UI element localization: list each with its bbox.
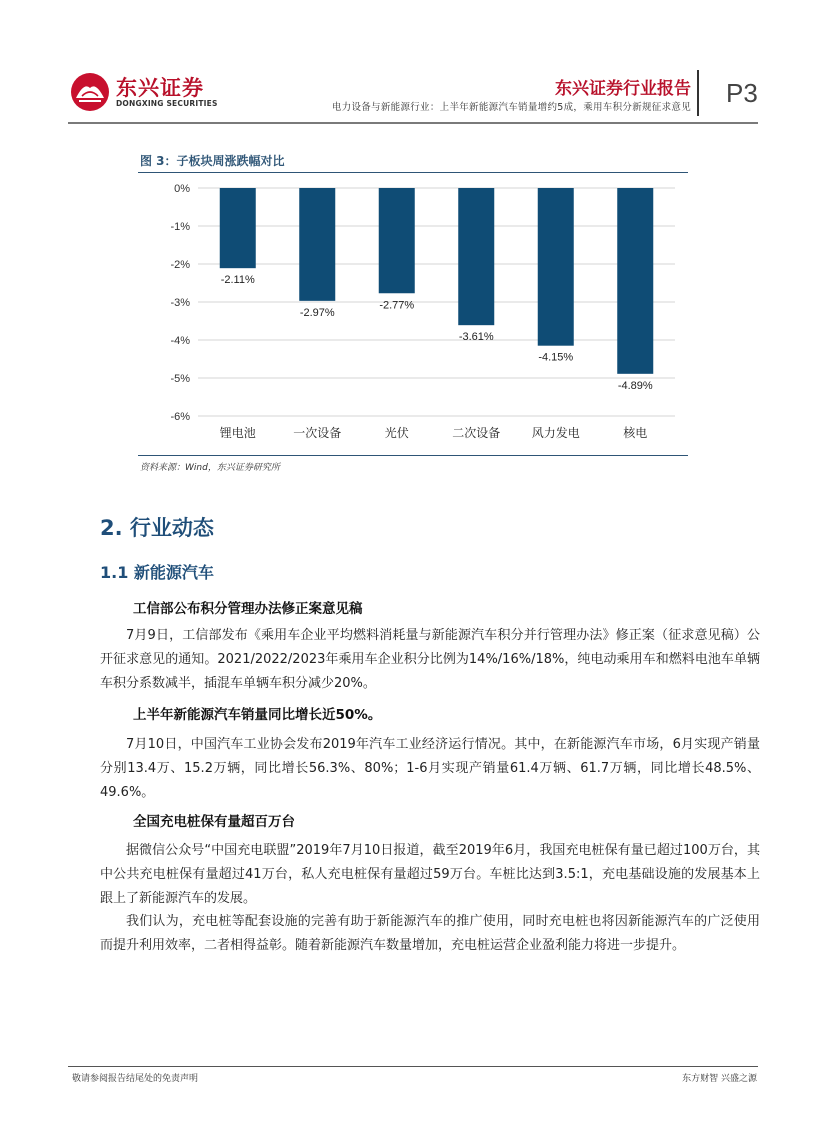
data-label: -4.89%	[617, 379, 653, 392]
report-subtitle: 电力设备与新能源行业：上半年新能源汽车销量增约5成，乘用车积分新规征求意见	[331, 102, 691, 113]
report-title: 东兴证券行业报告	[555, 79, 691, 99]
data-label: -4.15%	[538, 351, 574, 364]
footer-rule	[68, 1066, 758, 1067]
logo-text-en: DONGXING SECURITIES	[116, 99, 218, 108]
news-paragraph-1: 7月9日，工信部发布《乘用车企业平均燃料消耗量与新能源汽车积分并行管理办法》修正案（征求意见稿）公开征求意见的通知。2021/2022/2023年乘用车企业积分比例为14%/16%/18%，纯电动乘用车和燃料电池车单辆车积分系数减半，插混车单辆车积分减少20%。	[100, 628, 760, 691]
bar	[538, 188, 574, 346]
y-tick-label: -4%	[170, 335, 190, 347]
data-label: -2.97%	[299, 306, 335, 319]
footer-slogan: 东方财智 兴盛之源	[682, 1074, 757, 1084]
bar	[379, 188, 415, 293]
data-label: -2.11%	[220, 274, 255, 287]
y-tick-label: -1%	[170, 221, 190, 233]
news-paragraph-4: 我们认为，充电桩等配套设施的完善有助于新能源汽车的推广使用，同时充电桩也将因新能源汽车的广泛使用而提升利用效率，二者相得益彰。随着新能源汽车数量增加，充电桩运营企业盈利能力将进一步提升。	[100, 914, 760, 953]
figure-title: 图 3：子板块周涨跌幅对比	[140, 154, 285, 168]
x-category-label: 光伏	[384, 426, 409, 440]
y-tick-label: -3%	[170, 297, 190, 309]
x-category-label: 风力发电	[531, 426, 580, 440]
news-heading-3: 全国充电桩保有量超百万台	[133, 814, 295, 830]
bar	[458, 188, 494, 325]
footer-disclaimer: 敬请参阅报告结尾处的免责声明	[72, 1074, 199, 1084]
news-heading-1: 工信部公布积分管理办法修正案意见稿	[133, 601, 363, 617]
y-tick-label: 0%	[174, 183, 190, 195]
y-tick-label: -2%	[170, 259, 190, 271]
news-heading-2: 上半年新能源汽车销量同比增长近50%。	[133, 707, 382, 723]
bar	[299, 188, 335, 301]
data-label: -2.77%	[379, 299, 415, 312]
x-category-label: 核电	[623, 426, 648, 440]
figure-top-rule	[138, 172, 688, 173]
y-tick-label: -5%	[170, 373, 190, 385]
sector-change-chart	[140, 176, 685, 451]
section-heading: 2. 行业动态	[100, 516, 214, 540]
header-rule	[68, 122, 758, 124]
news-paragraph-2: 7月10日，中国汽车工业协会发布2019年汽车工业经济运行情况。其中，在新能源汽车市场，6月实现产销量分别13.4万、15.2万辆，同比增长56.3%、80%；1-6月实现产销量61.4万辆、61.7万辆，同比增长48.5%、49.6%。	[100, 737, 760, 800]
logo-text-cn: 东兴证券	[116, 76, 204, 100]
subsection-heading: 1.1 新能源汽车	[100, 563, 214, 582]
bar	[220, 188, 256, 268]
page-number: P3	[726, 78, 758, 108]
dongxing-logo-icon	[70, 72, 110, 112]
data-label: -3.61%	[458, 331, 494, 344]
x-category-label: 二次设备	[452, 426, 501, 440]
x-category-label: 锂电池	[219, 426, 256, 440]
y-tick-label: -6%	[170, 411, 190, 423]
figure-source: 资料来源：Wind，东兴证券研究所	[140, 463, 280, 473]
figure-bottom-rule	[138, 455, 688, 456]
x-category-label: 一次设备	[293, 426, 342, 440]
bar	[617, 188, 653, 374]
news-paragraph-3: 据微信公众号“中国充电联盟”2019年7月10日报道，截至2019年6月，我国充电桩保有量已超过100万台，其中公共充电桩保有量超过41万台，私人充电桩保有量超过59万台。车桩比达到3.5:1，充电基础设施的发展基本上跟上了新能源汽车的发展。	[100, 843, 760, 906]
header-divider	[697, 70, 699, 116]
